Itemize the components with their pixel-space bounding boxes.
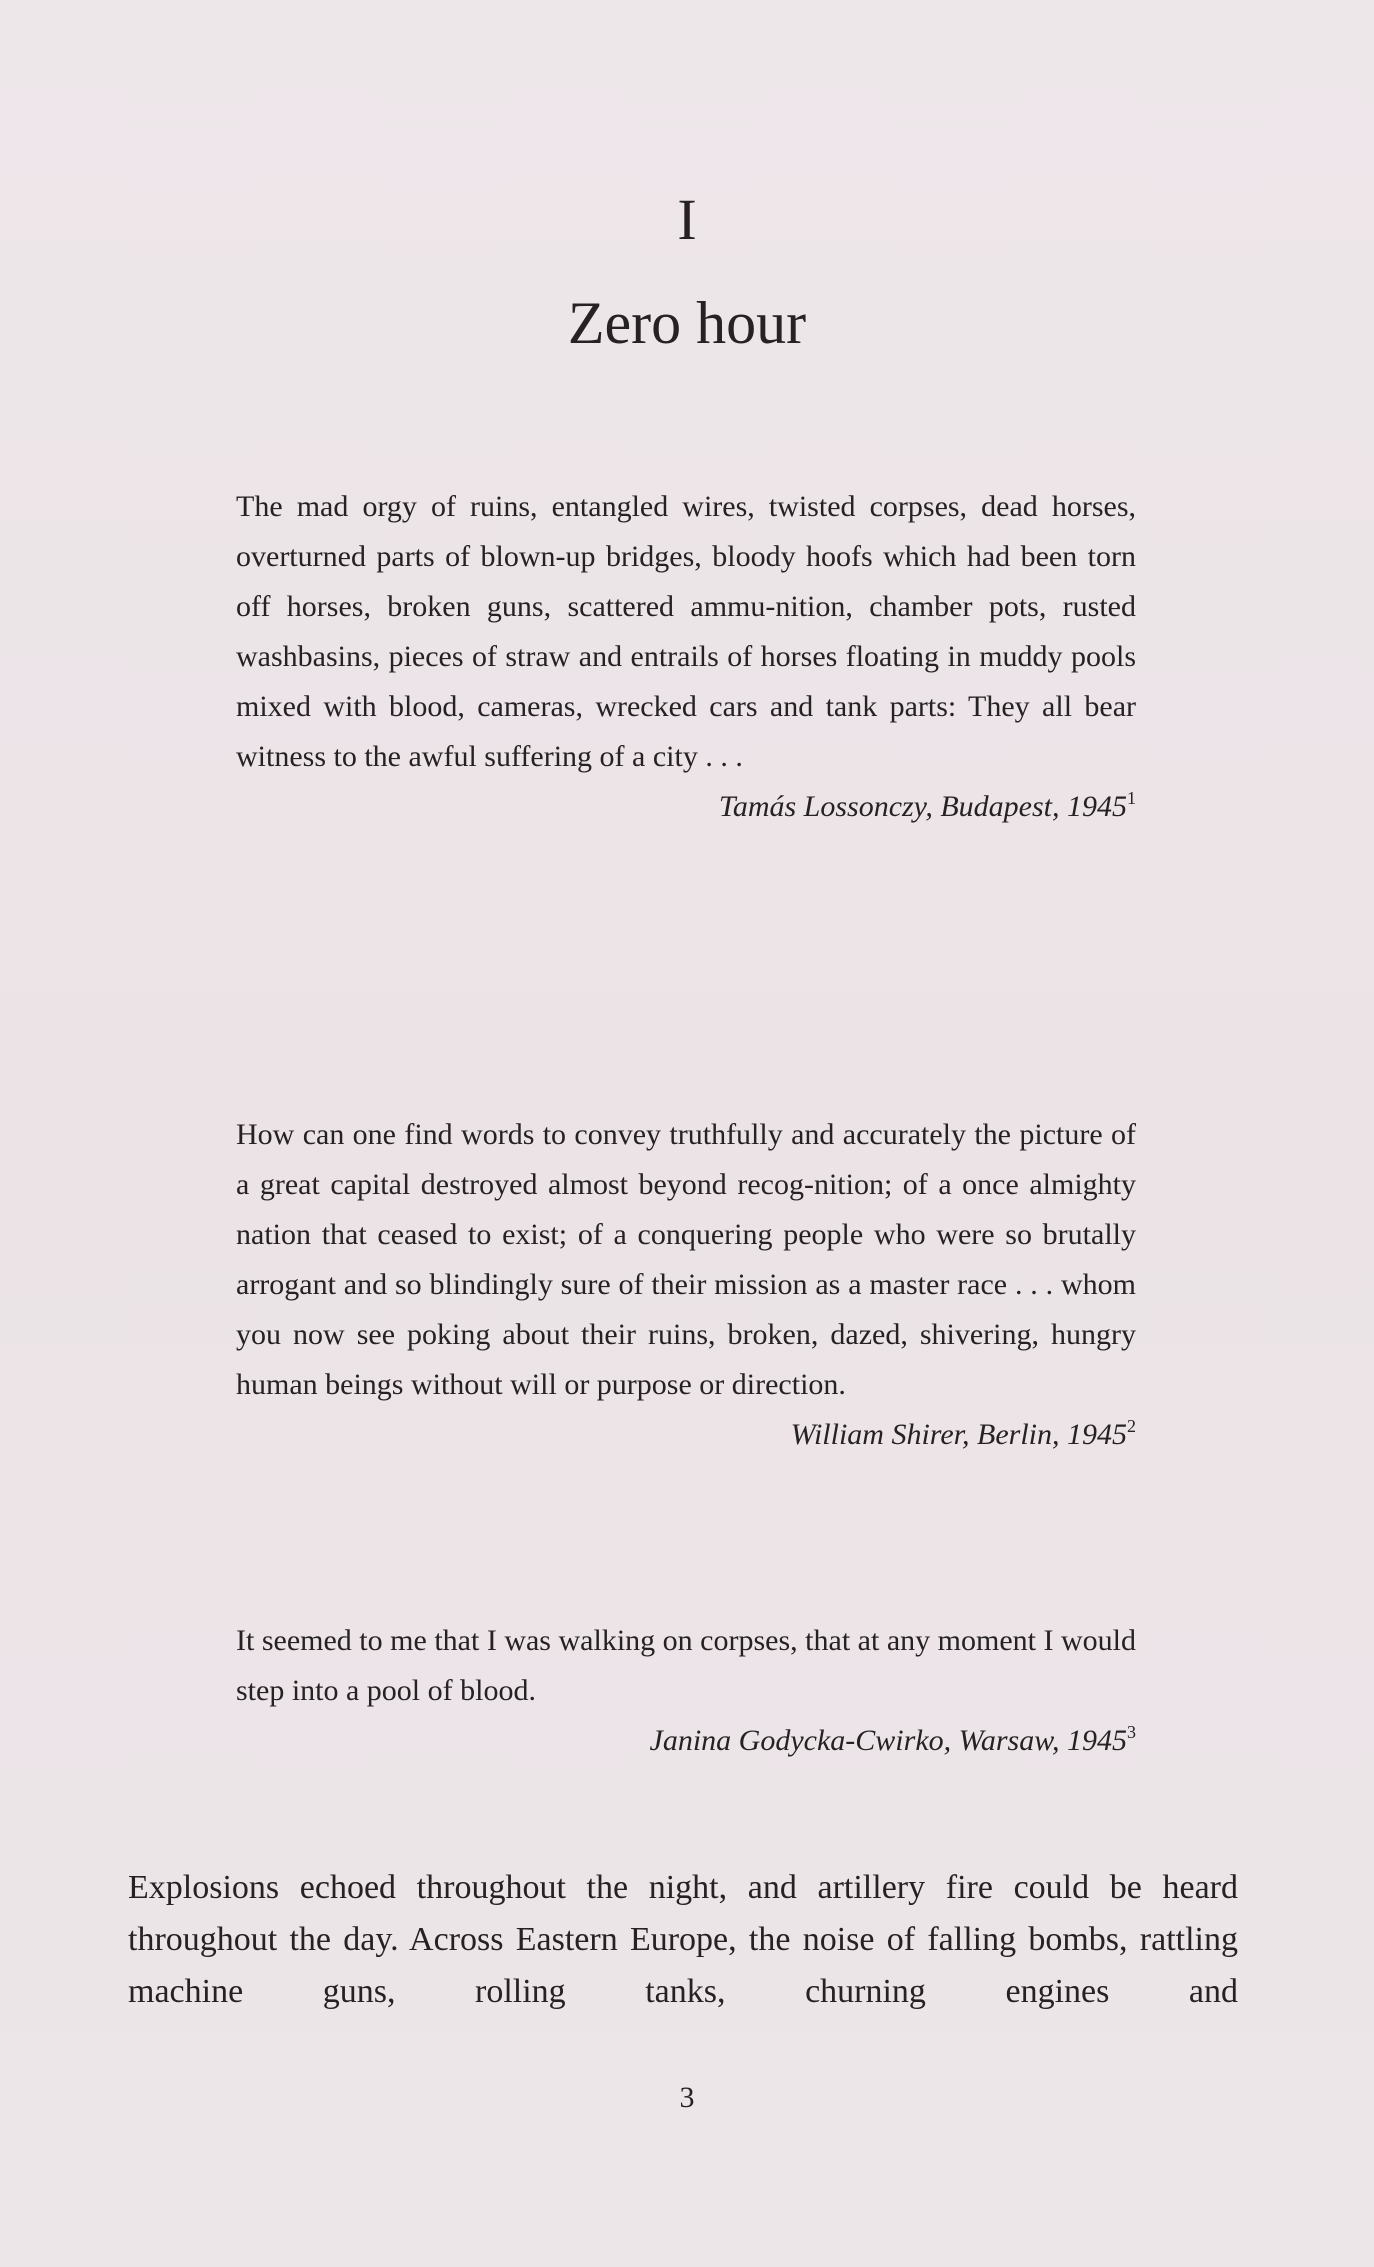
epigraph-text: It seemed to me that I was walking on corpses, that at any moment I would step into a pool of blood. xyxy=(236,1624,1136,1707)
epigraph-shirer xyxy=(236,1110,1136,1460)
chapter-number: I xyxy=(677,187,697,252)
epigraph-attribution xyxy=(236,782,1136,832)
body-paragraph: Explosions echoed throughout the night, and artillery fire could be heard throughout the day. Across Eastern Europe, the noise of falling bombs, rattling machine guns, rolling tanks, churning engines and xyxy=(128,1869,1238,2010)
epigraph-godycka-cwirko xyxy=(236,1616,1136,1766)
epigraph-text: The mad orgy of ruins, entangled wires, twisted corpses, dead horses, overturned parts of blown-up bridges, bloody hoofs which had been torn off horses, broken guns, scattered ammu-nition, chamber pots, rusted washbasins, pieces of straw and entrails of horses floating in muddy pools mixed with blood, cameras, wrecked cars and tank parts: They all bear witness to the awful suffering of a city . . . xyxy=(236,490,1136,773)
footnote-marker: 3 xyxy=(1127,1722,1136,1742)
epigraph-attribution xyxy=(236,1410,1136,1460)
footnote-marker: 2 xyxy=(1127,1416,1136,1436)
footnote-marker: 1 xyxy=(1127,788,1136,808)
page-number: 3 xyxy=(679,2081,695,2114)
attribution-text: Janina Godycka-Cwirko, Warsaw, 1945 xyxy=(649,1724,1127,1757)
epigraph-attribution xyxy=(236,1716,1136,1766)
epigraph-lossonczy xyxy=(236,482,1136,832)
attribution-text: Tamás Lossonczy, Budapest, 1945 xyxy=(718,790,1127,823)
attribution-text: William Shirer, Berlin, 1945 xyxy=(790,1418,1127,1451)
chapter-title: Zero hour xyxy=(567,290,807,356)
epigraph-text: How can one find words to convey truthfully and accurately the picture of a great capital destroyed almost beyond recog-nition; of a once almighty nation that ceased to exist; of a conquering people who were so brutally arrogant and so blindingly sure of their mission as a master race . . . whom you now see poking about their ruins, broken, dazed, shivering, hungry human beings without will or purpose or direction. xyxy=(236,1118,1136,1401)
